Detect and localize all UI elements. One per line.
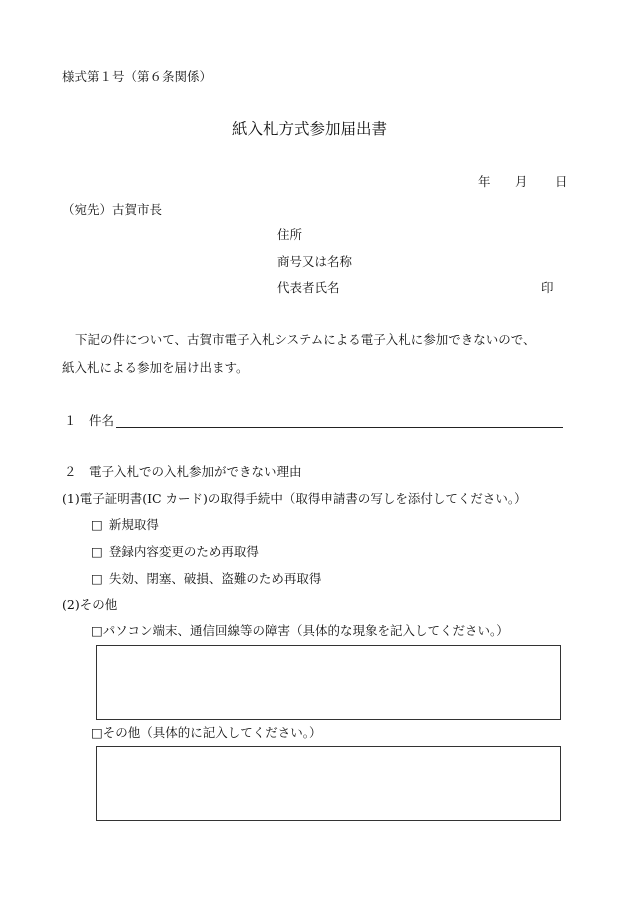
addressee: （宛先）古賀市長 bbox=[62, 202, 163, 217]
address-label: 住所 bbox=[277, 227, 303, 242]
reason-heading: ２ 電子入札での入札参加ができない理由 bbox=[64, 464, 302, 479]
option-label: 新規取得 bbox=[108, 517, 159, 532]
other-pc-failure: □パソコン端末、通信回線等の障害（具体的な現象を記入してください。） bbox=[91, 623, 509, 638]
reason-sub1: (1)電子証明書(IC カード)の取得手続中（取得申請書の写しを添付してください。） bbox=[62, 491, 527, 506]
option-label: 登録内容変更のため再取得 bbox=[108, 544, 259, 559]
checkbox-new-acquisition: □ bbox=[91, 517, 103, 532]
option-label: 失効、閉塞、破損、盗難のため再取得 bbox=[108, 571, 322, 586]
other-misc: □その他（具体的に記入してください。） bbox=[91, 725, 322, 740]
option-reregistration bbox=[91, 546, 259, 559]
subject-line bbox=[116, 427, 563, 428]
item1-label: 件名 bbox=[89, 413, 115, 428]
form-number: 様式第１号（第６条関係） bbox=[62, 69, 213, 84]
page-title: 紙入札方式参加届出書 bbox=[232, 120, 388, 138]
body-text-line-2: 紙入札による参加を届け出ます。 bbox=[62, 360, 249, 375]
item1-number: １ bbox=[64, 413, 77, 428]
date-month-label: 月 bbox=[515, 174, 528, 189]
option-new-acquisition bbox=[91, 519, 159, 532]
seal-mark: 印 bbox=[541, 280, 554, 295]
checkbox-reregistration: □ bbox=[91, 544, 103, 559]
company-name-label: 商号又は名称 bbox=[277, 254, 353, 269]
pc-failure-details-box[interactable] bbox=[96, 645, 561, 720]
body-text-line-1: 下記の件について、古賀市電子入札システムによる電子入札に参加できないので、 bbox=[75, 332, 536, 347]
date-day-label: 日 bbox=[555, 174, 568, 189]
date-year-label: 年 bbox=[478, 174, 491, 189]
option-reissue bbox=[91, 573, 321, 586]
reason-sub2: (2)その他 bbox=[62, 597, 118, 612]
checkbox-reissue: □ bbox=[91, 571, 103, 586]
other-details-box[interactable] bbox=[96, 746, 561, 821]
representative-label: 代表者氏名 bbox=[277, 280, 340, 295]
